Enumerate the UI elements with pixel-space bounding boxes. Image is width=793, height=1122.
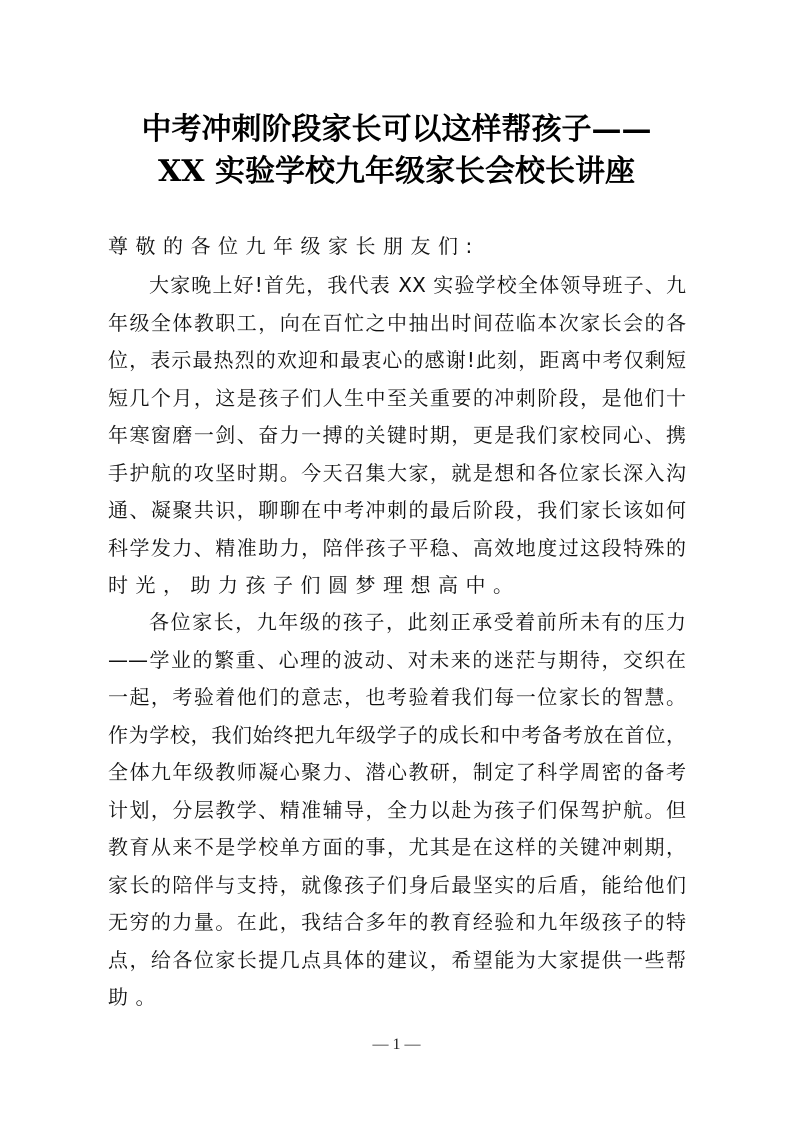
paragraph-line: 位，表示最热烈的欢迎和最衷心的感谢!此刻，距离中考仅剩短 [108,348,686,372]
paragraph-line: 作为学校，我们始终把九年级学子的成长和中考备考放在首位， [108,723,686,747]
document-title-line-1: 中考冲刺阶段家长可以这样帮孩子—— [141,112,652,147]
paragraph-line: 全体九年级教师凝心聚力、潜心教研，制定了科学周密的备考 [108,760,686,784]
paragraph-line: 年寒窗磨一剑、奋力一搏的关键时期，更是我们家校同心、携 [108,423,686,447]
paragraph-line: 家长的陪伴与支持，就像孩子们身后最坚实的后盾，能给他们 [108,873,686,897]
paragraph-line: 点，给各位家长提几点具体的建议，希望能为大家提供一些帮 [108,948,686,972]
paragraph-line: 通、凝聚共识，聊聊在中考冲刺的最后阶段，我们家长该如何 [108,498,686,522]
salutation: 尊敬的各位九年级家长朋友们: [108,234,480,258]
paragraph-line: 无穷的力量。在此，我结合多年的教育经验和九年级孩子的特 [108,910,686,934]
paragraph-line: 大家晚上好!首先，我代表 XX 实验学校全体领导班子、九 [149,273,686,297]
paragraph-line: 时光，助力孩子们圆梦理想高中。 [108,573,521,597]
paragraph-line: 计划，分层教学、精准辅导，全力以赴为孩子们保驾护航。但 [108,798,686,822]
page-number: — 1 — [372,1036,421,1053]
document-title-line-2: XX 实验学校九年级家长会校长讲座 [158,154,635,189]
paragraph-line: 各位家长，九年级的孩子，此刻正承受着前所未有的压力 [149,610,686,634]
paragraph-line: 科学发力、精准助力，陪伴孩子平稳、高效地度过这段特殊的 [108,536,686,560]
paragraph-line: 手护航的攻坚时期。今天召集大家，就是想和各位家长深入沟 [108,461,686,485]
paragraph-line: 教育从来不是学校单方面的事，尤其是在这样的关键冲刺期， [108,835,686,859]
paragraph-line: 短几个月，这是孩子们人生中至关重要的冲刺阶段，是他们十 [108,386,686,410]
paragraph-line: 年级全体教职工，向在百忙之中抽出时间莅临本次家长会的各 [108,311,686,335]
paragraph-line: 一起，考验着他们的意志，也考验着我们每一位家长的智慧。 [108,685,686,709]
paragraph-line: ——学业的繁重、心理的波动、对未来的迷茫与期待，交织在 [108,648,686,672]
paragraph-line: 助。 [108,985,163,1009]
